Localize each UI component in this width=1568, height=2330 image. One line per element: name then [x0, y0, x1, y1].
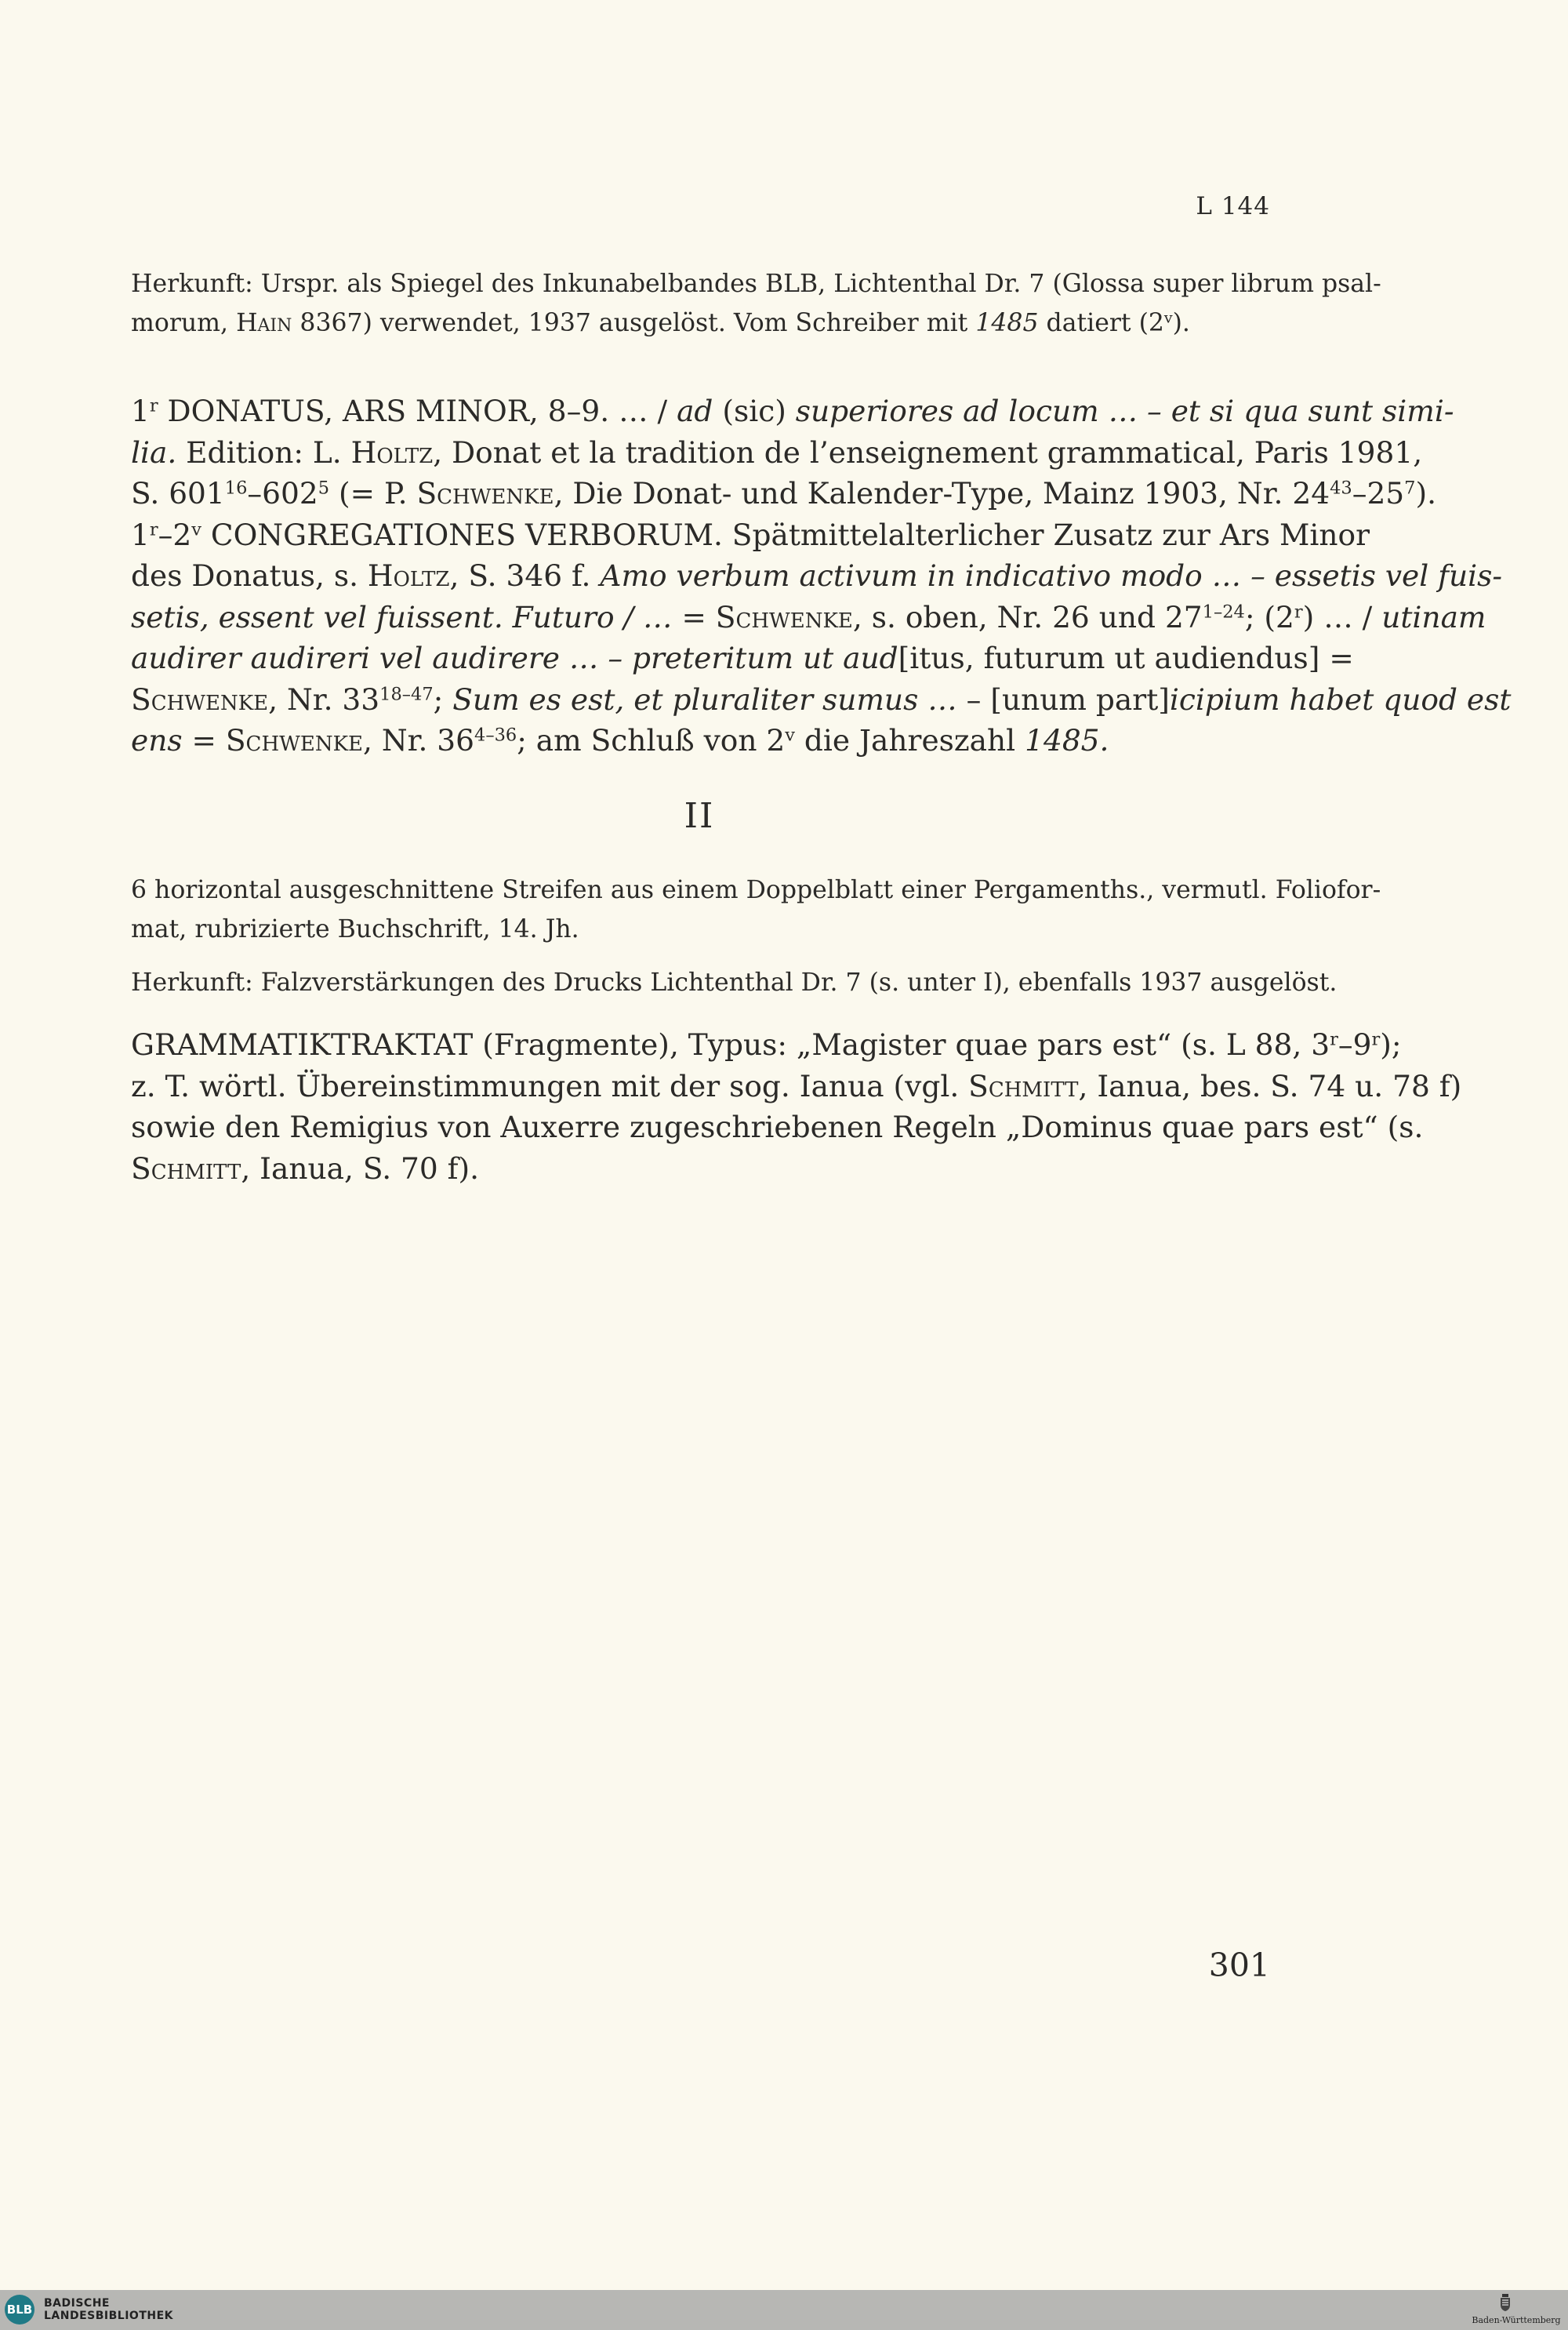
library-name-line2: LANDESBIBLIOTHEK: [44, 2310, 174, 2322]
text-line: audirer audireri vel audirere … – preteritum ut aud[itus, futurum ut audiendus] =: [131, 641, 1354, 675]
text-line: des Donatus, s. Holtz, S. 346 f. Amo verbum activum in indicativo modo … – essetis vel fuis-: [131, 558, 1503, 593]
text-line: S. $601^{16}-602^5$ (= P. Schwenke, Die Donat- und Kalender-Type, Mainz 1903, Nr. $24^{43}-25^7$).: [131, 476, 1437, 511]
text-line: Schwenke, Nr. 33$^{18-47}$; Sum es est, et pluraliter sumus … – [unum part]icipium habet quod est: [131, 682, 1512, 717]
text-line: lia. Edition: L. Holtz, Donat et la tradition de l’enseignement grammatical, Paris 1981,: [131, 434, 1423, 470]
text-line: ens = Schwenke, Nr. 36$^{4-36}$; am Schluß von 2$^v$ die Jahreszahl 1485.: [131, 723, 1109, 758]
text-line: sowie den Remigius von Auxerre zugeschriebenen Regeln „Dominus quae pars est“ (s.: [131, 1110, 1424, 1144]
coat-of-arms-icon: [1500, 2293, 1511, 2312]
library-name-line1: BADISCHE: [44, 2297, 110, 2310]
provenance-note-2: [131, 963, 1338, 1002]
text-line: Herkunft: Urspr. als Spiegel des Inkunabelbandes BLB, Lichtenthal Dr. 7 (Glossa super librum psal-: [131, 270, 1381, 298]
content-entry-1: [131, 391, 1512, 762]
section-heading-ii: II: [684, 796, 715, 836]
text-line: 1$^r$–2$^v$ CONGREGATIONES VERBORUM. Spätmittelalterlicher Zusatz zur Ars Minor: [131, 517, 1370, 552]
text-line: setis, essent vel fuissent. Futuro / … = Schwenke, s. oben, Nr. 26 und 27$^{1-24}$; (2$^r$) … / utinam: [131, 599, 1486, 634]
provenance-note-1: [131, 264, 1381, 343]
page-number: 301: [1208, 1947, 1270, 1984]
text-line: 1$^r$ DONATUS, ARS MINOR, 8–9. … / ad (sic) superiores ad locum … – et si qua sunt simi-: [131, 394, 1454, 428]
library-name: [44, 2297, 173, 2322]
state-name: Baden-Württemberg: [1472, 2315, 1561, 2325]
footer-bar: [0, 2290, 1568, 2330]
blb-logo-icon[interactable]: BLB: [5, 2295, 34, 2325]
text-line: Schmitt, Ianua, S. 70 f).: [131, 1150, 480, 1186]
text-line: 6 horizontal ausgeschnittene Streifen aus einem Doppelblatt einer Pergamenths., vermutl. Foliofor-: [131, 876, 1381, 904]
text-line: GRAMMATIKTRAKTAT (Fragmente), Typus: „Magister quae pars est“ (s. L 88, 3$^r$–9$^r$);: [131, 1027, 1402, 1062]
text-line: mat, rubrizierte Buchschrift, 14. Jh.: [131, 915, 579, 943]
text-line: morum, Hain 8367) verwendet, 1937 ausgelöst. Vom Schreiber mit 1485 datiert (2$^v$).: [131, 309, 1190, 337]
physical-description: [131, 871, 1381, 949]
text-line: z. T. wörtl. Übereinstimmungen mit der sog. Ianua (vgl. Schmitt, Ianua, bes. S. 74 u. 78 f): [131, 1068, 1462, 1103]
shelfmark: L 144: [1196, 192, 1270, 220]
text-line: Herkunft: Falzverstärkungen des Drucks Lichtenthal Dr. 7 (s. unter I), ebenfalls 1937 ausgelöst.: [131, 969, 1338, 997]
content-entry-2: [131, 1024, 1462, 1189]
